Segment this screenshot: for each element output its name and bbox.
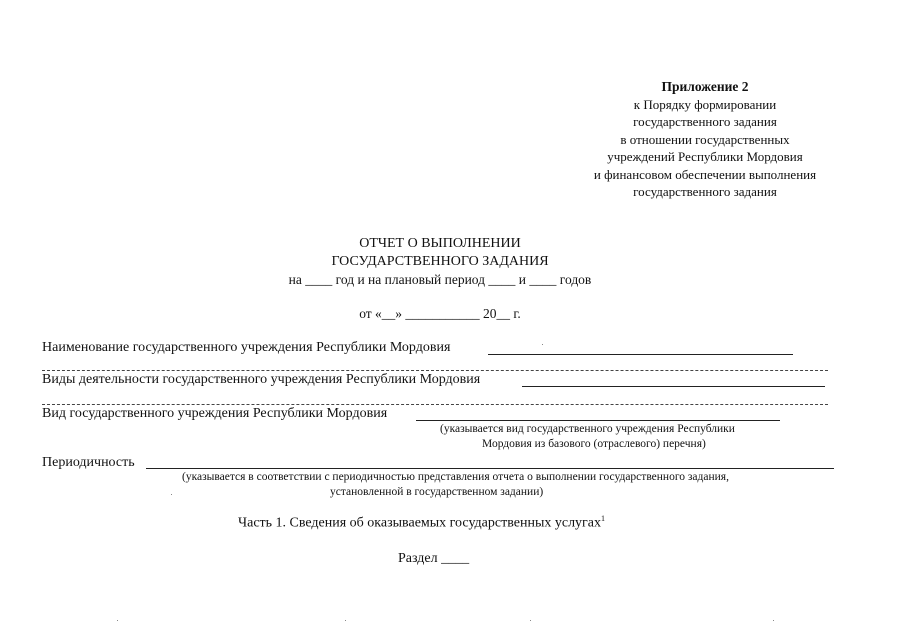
scan-speck	[171, 494, 172, 495]
institution-name-field[interactable]	[488, 354, 793, 355]
activities-label: Виды деятельности государственного учреждения Республики Мордовия	[42, 372, 481, 387]
activities-field[interactable]	[522, 386, 825, 387]
appendix-heading: Приложение 2	[661, 79, 749, 94]
report-title-line1: ОТЧЕТ О ВЫПОЛНЕНИИ	[359, 236, 521, 251]
institution-type-note-line1: (указывается вид государственного учреждения Республики	[440, 423, 735, 435]
report-period-line: на ____ год и на плановый период ____ и ____ годов	[288, 272, 592, 287]
institution-name-label: Наименование государственного учреждения Республики Мордовия	[42, 340, 451, 355]
appendix-line: и финансовом обеспечении выполнения	[593, 166, 817, 182]
scan-speck	[345, 620, 346, 621]
periodicity-note-line1: (указывается в соответствии с периодичностью представления отчета о выполнении государственного задания,	[182, 471, 729, 483]
activities-continuation[interactable]	[42, 404, 828, 405]
periodicity-label: Периодичность	[42, 455, 135, 470]
periodicity-field[interactable]	[146, 468, 834, 469]
report-title-line2: ГОСУДАРСТВЕННОГО ЗАДАНИЯ	[331, 254, 549, 269]
scan-speck	[773, 620, 774, 621]
institution-type-note-line2: Мордовия из базового (отраслевого) перечня)	[482, 438, 706, 450]
footnote-mark: 1	[601, 514, 606, 523]
institution-type-field[interactable]	[416, 420, 780, 421]
appendix-line: учреждений Республики Мордовия	[607, 149, 803, 164]
section-label: Раздел ____	[398, 551, 470, 566]
part-title	[238, 514, 605, 532]
part-title-text: Часть 1. Сведения об оказываемых государственных услугах	[238, 515, 602, 531]
appendix-line: государственного задания	[633, 184, 777, 199]
institution-type-label: Вид государственного учреждения Республики Мордовия	[42, 406, 388, 421]
scan-speck	[542, 344, 543, 345]
appendix-line: в отношении государственных	[620, 131, 790, 147]
report-date-line: от «__» ___________ 20__ г.	[359, 306, 521, 321]
institution-name-continuation[interactable]	[42, 370, 828, 371]
periodicity-note-line2: установленной в государственном задании)	[330, 486, 544, 498]
appendix-line: государственного задания	[633, 114, 777, 129]
scan-speck	[530, 620, 531, 621]
appendix-block	[560, 78, 850, 201]
scan-speck	[117, 620, 118, 621]
appendix-line: к Порядку формировании	[633, 96, 777, 112]
